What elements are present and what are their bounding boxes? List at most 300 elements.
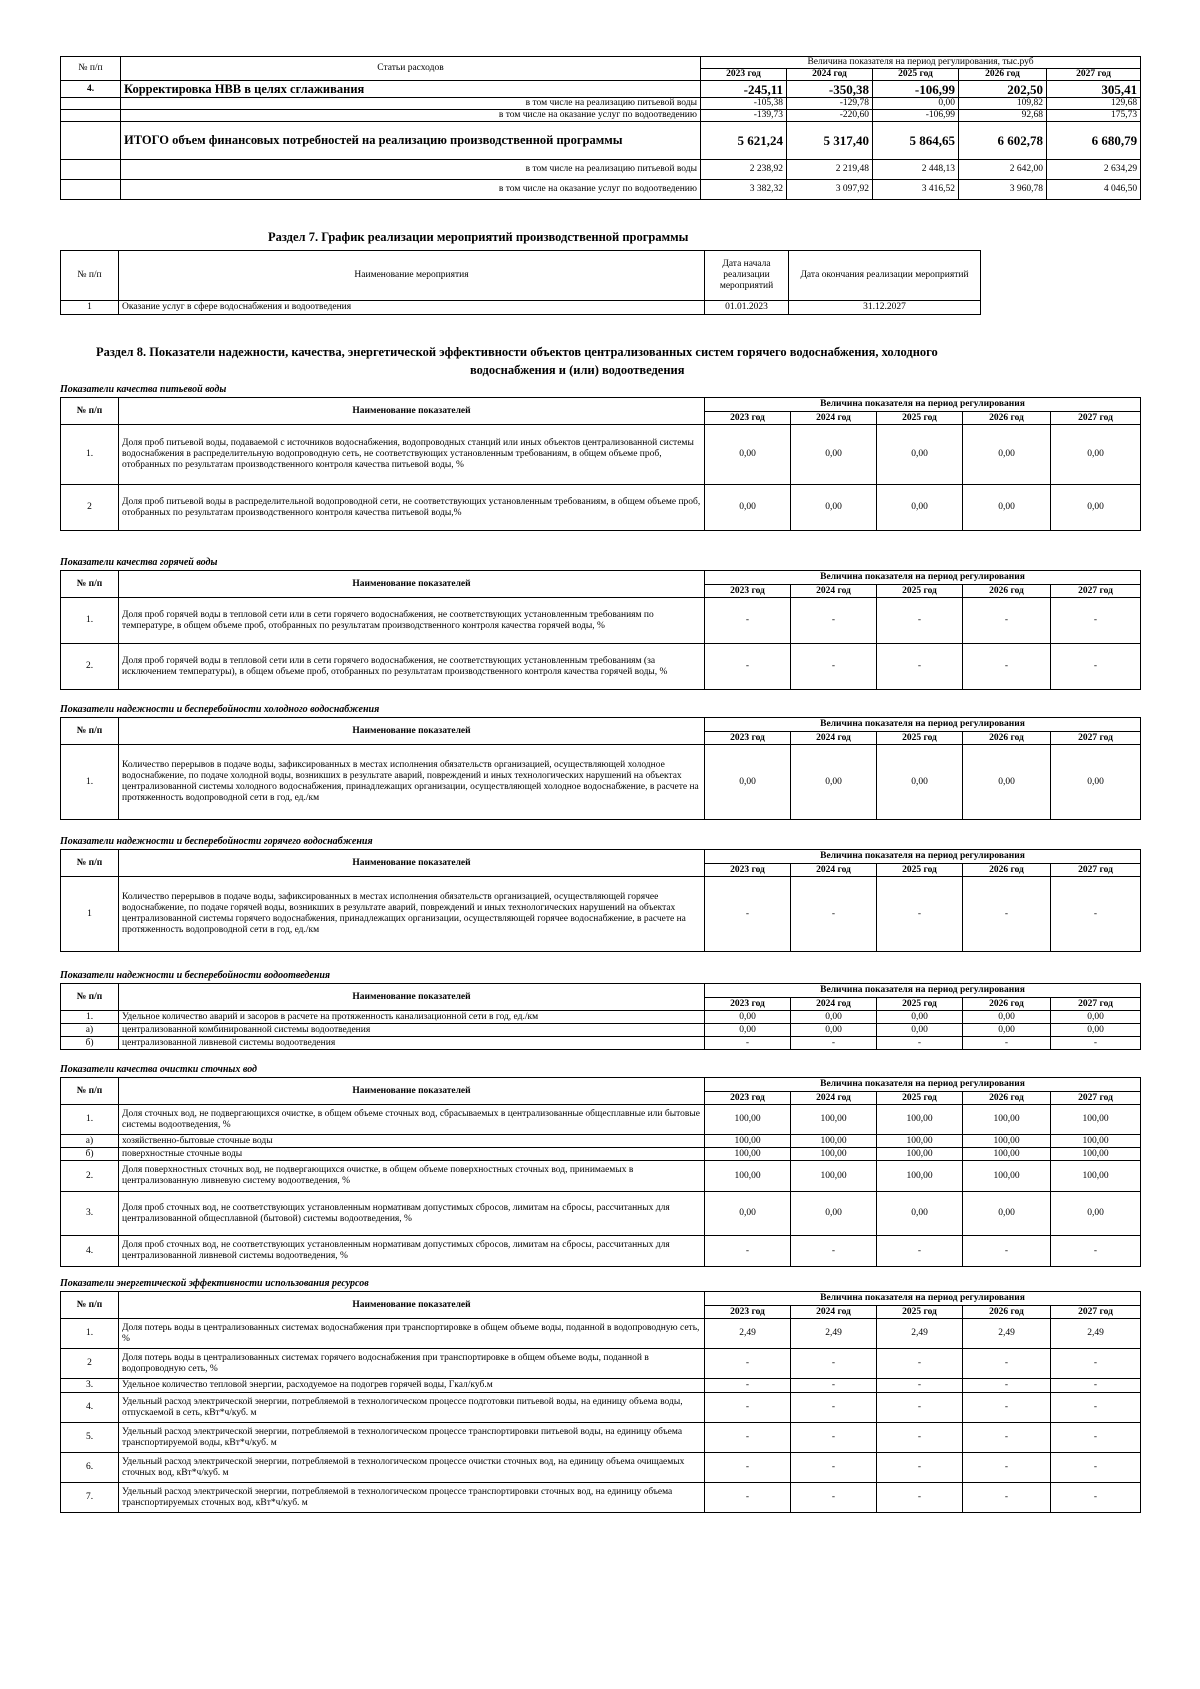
row-number: 1.	[61, 425, 119, 485]
row-number: б)	[61, 1037, 119, 1050]
value-cell: 100,00	[877, 1148, 963, 1161]
value-cell: 202,50	[959, 81, 1047, 98]
year-header: 2027 год	[1051, 585, 1141, 598]
value-cell: 100,00	[1051, 1105, 1141, 1135]
value-cell: -	[963, 1379, 1051, 1393]
value-cell: -	[791, 1423, 877, 1453]
value-cell: -	[791, 1379, 877, 1393]
value-cell: 0,00	[963, 1011, 1051, 1024]
year-header: 2024 год	[791, 732, 877, 745]
value-cell: 4 046,50	[1047, 180, 1141, 200]
value-cell: -	[877, 877, 963, 952]
value-cell: 0,00	[791, 1192, 877, 1236]
value-cell: -	[963, 1393, 1051, 1423]
value-cell: 5 864,65	[873, 122, 959, 160]
schedule-table	[60, 250, 981, 315]
year-header: 2027 год	[1051, 732, 1141, 745]
value-cell: 2,49	[877, 1319, 963, 1349]
indicator-name: централизованной комбинированной системы водоотведения	[119, 1024, 705, 1037]
indicator-name: Доля проб горячей воды в тепловой сети или в сети горячего водоснабжения, не соответствующих установленным требованиям (за исключением температуры), в общем объеме проб, отобранных по результатам производственного контроля качества горячей воды, %	[119, 644, 705, 690]
value-cell: -	[1051, 1453, 1141, 1483]
group-title: Показатели энергетической эффективности использования ресурсов	[60, 1278, 369, 1289]
row-number: 2	[61, 485, 119, 531]
col-num-header: № п/п	[61, 850, 119, 877]
value-cell: 0,00	[705, 425, 791, 485]
row-number: 1.	[61, 745, 119, 820]
group-title: Показатели надежности и бесперебойности водоотведения	[60, 970, 331, 981]
table-row	[61, 425, 1141, 485]
value-cell: -	[877, 1453, 963, 1483]
value-cell: 0,00	[705, 485, 791, 531]
value-cell: 0,00	[791, 1011, 877, 1024]
value-cell: 2 219,48	[787, 160, 873, 180]
col-num-header: № п/п	[61, 718, 119, 745]
indicator-table	[60, 1077, 1141, 1267]
table-row	[61, 1135, 1141, 1148]
row-number: 1.	[61, 1105, 119, 1135]
col-name-header: Наименование показателей	[119, 1292, 705, 1319]
row-number: 3.	[61, 1192, 119, 1236]
value-cell: 109,82	[959, 98, 1047, 110]
value-cell: 100,00	[1051, 1148, 1141, 1161]
indicator-name: Доля проб горячей воды в тепловой сети или в сети горячего водоснабжения, не соответствующих установленным требованиям по температуре, в общем объеме проб, отобранных по результатам производственного контроля качества горячей воды, %	[119, 598, 705, 644]
value-cell: 100,00	[791, 1161, 877, 1192]
end-date: 31.12.2027	[789, 301, 981, 315]
indicator-name: Удельный расход электрической энергии, потребляемой в технологическом процессе подготовки питьевой воды, на единицу объема воды, отпускаемой в сеть, кВт*ч/куб. м	[119, 1393, 705, 1423]
value-cell: 100,00	[705, 1148, 791, 1161]
row-number: 6.	[61, 1453, 119, 1483]
indicator-name: Удельный расход электрической энергии, потребляемой в технологическом процессе транспортировки питьевой воды, на единицу объема транспортируемой воды, кВт*ч/куб. м	[119, 1423, 705, 1453]
value-cell: -	[1051, 1379, 1141, 1393]
year-header: 2025 год	[877, 1092, 963, 1105]
year-header: 2026 год	[963, 732, 1051, 745]
col-num-header: № п/п	[61, 1292, 119, 1319]
indicator-table	[60, 849, 1141, 952]
row-number: 1	[61, 877, 119, 952]
row-number: 4.	[61, 1393, 119, 1423]
value-cell: 2 642,00	[959, 160, 1047, 180]
value-cell: -	[1051, 1483, 1141, 1513]
indicator-name: Удельный расход электрической энергии, потребляемой в технологическом процессе транспортировки сточных вод, на единицу объема транспортируемых сточных вод, кВт*ч/куб. м	[119, 1483, 705, 1513]
year-header: 2026 год	[959, 69, 1047, 81]
indicator-name: Удельное количество тепловой энергии, расходуемое на подогрев горячей воды, Гкал/куб.м	[119, 1379, 705, 1393]
row-number: 2	[61, 1349, 119, 1379]
year-header: 2023 год	[705, 585, 791, 598]
col-num-header: № п/п	[61, 251, 119, 301]
value-cell: 305,41	[1047, 81, 1141, 98]
value-cell: 0,00	[877, 1024, 963, 1037]
table-row	[61, 1423, 1141, 1453]
value-cell: -	[791, 644, 877, 690]
value-cell: 0,00	[705, 1024, 791, 1037]
col-value-header: Величина показателя на период регулирования, тыс.руб	[701, 57, 1141, 69]
value-cell: -	[1051, 877, 1141, 952]
row-number: 1	[61, 301, 119, 315]
table-row	[61, 644, 1141, 690]
value-cell: 0,00	[791, 745, 877, 820]
indicator-table	[60, 397, 1141, 531]
value-cell: 0,00	[877, 485, 963, 531]
value-cell: 100,00	[705, 1135, 791, 1148]
value-cell: 0,00	[877, 425, 963, 485]
table-row	[61, 877, 1141, 952]
value-cell: 100,00	[963, 1161, 1051, 1192]
value-cell: -	[877, 1379, 963, 1393]
year-header: 2027 год	[1051, 1092, 1141, 1105]
year-header: 2024 год	[787, 69, 873, 81]
indicator-table	[60, 1291, 1141, 1513]
year-header: 2026 год	[963, 1092, 1051, 1105]
table-row	[61, 98, 1141, 110]
year-header: 2023 год	[705, 864, 791, 877]
value-cell: 3 416,52	[873, 180, 959, 200]
value-cell: 0,00	[791, 425, 877, 485]
value-cell: -	[705, 644, 791, 690]
col-name-header: Наименование показателей	[119, 398, 705, 425]
row-number: а)	[61, 1024, 119, 1037]
value-cell: 100,00	[877, 1135, 963, 1148]
section-8-title-line2: водоснабжения и (или) водоотведения	[470, 363, 685, 377]
value-cell: -	[1051, 1236, 1141, 1267]
value-cell: 0,00	[705, 1011, 791, 1024]
year-header: 2023 год	[705, 1306, 791, 1319]
year-header: 2025 год	[877, 412, 963, 425]
col-value-header: Величина показателя на период регулирования	[705, 984, 1141, 998]
value-cell: -106,99	[873, 81, 959, 98]
table-row	[61, 1105, 1141, 1135]
indicator-name: Доля потерь воды в централизованных системах водоснабжения при транспортировке в общем объеме воды, поданной в водопроводную сеть, %	[119, 1319, 705, 1349]
value-cell: -	[791, 1393, 877, 1423]
indicator-table	[60, 570, 1141, 690]
row-number: 5.	[61, 1423, 119, 1453]
value-cell: -	[791, 598, 877, 644]
value-cell: -245,11	[701, 81, 787, 98]
indicator-name: Доля проб сточных вод, не соответствующих установленным нормативам допустимых сбросов, лимитам на сбросы, рассчитанных для централизованной общесплавной (бытовой) системы водоотведения, %	[119, 1192, 705, 1236]
value-cell: -350,38	[787, 81, 873, 98]
value-cell: 100,00	[791, 1148, 877, 1161]
value-cell: 3 097,92	[787, 180, 873, 200]
start-date: 01.01.2023	[705, 301, 789, 315]
year-header: 2024 год	[791, 864, 877, 877]
col-name-header: Наименование мероприятия	[119, 251, 705, 301]
value-cell: -	[705, 1423, 791, 1453]
value-cell: -	[705, 1453, 791, 1483]
value-cell: -	[791, 1483, 877, 1513]
row-number: 1.	[61, 1011, 119, 1024]
value-cell: 0,00	[963, 1024, 1051, 1037]
table-row	[61, 1349, 1141, 1379]
year-header: 2025 год	[873, 69, 959, 81]
value-cell: 2,49	[705, 1319, 791, 1349]
indicator-name: Доля проб сточных вод, не соответствующих установленным нормативам допустимых сбросов, лимитам на сбросы, рассчитанных для централизованной ливневой системы водоотведения, %	[119, 1236, 705, 1267]
row-number: а)	[61, 1135, 119, 1148]
value-cell: 2 448,13	[873, 160, 959, 180]
table-row	[61, 745, 1141, 820]
value-cell: -	[705, 1483, 791, 1513]
row-number	[61, 160, 121, 180]
value-cell: -	[705, 877, 791, 952]
col-name-header: Наименование показателей	[119, 850, 705, 877]
col-value-header: Величина показателя на период регулирования	[705, 1292, 1141, 1306]
year-header: 2026 год	[963, 998, 1051, 1011]
value-cell: 92,68	[959, 110, 1047, 122]
year-header: 2024 год	[791, 1092, 877, 1105]
value-cell: -	[705, 1393, 791, 1423]
col-value-header: Величина показателя на период регулирования	[705, 718, 1141, 732]
row-number: 1.	[61, 1319, 119, 1349]
value-cell: -	[877, 1393, 963, 1423]
group-title: Показатели надежности и бесперебойности горячего водоснабжения	[60, 836, 373, 847]
value-cell: 0,00	[963, 745, 1051, 820]
value-cell: 3 382,32	[701, 180, 787, 200]
table-row	[61, 1161, 1141, 1192]
table-row	[61, 1483, 1141, 1513]
table-row	[61, 485, 1141, 531]
value-cell: 0,00	[873, 98, 959, 110]
value-cell: 0,00	[705, 1192, 791, 1236]
value-cell: -129,78	[787, 98, 873, 110]
table-row	[61, 1037, 1141, 1050]
row-number: 3.	[61, 1379, 119, 1393]
value-cell: 0,00	[791, 1024, 877, 1037]
value-cell: 0,00	[705, 745, 791, 820]
row-name: в том числе на оказание услуг по водоотведению	[121, 110, 701, 122]
value-cell: -	[1051, 1037, 1141, 1050]
value-cell: -220,60	[787, 110, 873, 122]
row-number	[61, 98, 121, 110]
value-cell: 100,00	[963, 1135, 1051, 1148]
table-row	[61, 180, 1141, 200]
indicator-name: Количество перерывов в подаче воды, зафиксированных в местах исполнения обязательств организацией, осуществляющей холодное водоснабжение, по подаче холодной воды, возникших в результате аварий, повреждений и иных технологических нарушений на объектах централизованной системы холодного водоснабжения, принадлежащих организации, осуществляющей холодное водоснабжение, в расчете на протяженность водопроводной сети в год, ед./км	[119, 745, 705, 820]
group-title: Показатели надежности и бесперебойности холодного водоснабжения	[60, 704, 380, 715]
year-header: 2026 год	[963, 585, 1051, 598]
value-cell: 0,00	[1051, 1011, 1141, 1024]
value-cell: -	[791, 1037, 877, 1050]
value-cell: -106,99	[873, 110, 959, 122]
table-row	[61, 81, 1141, 98]
value-cell: -	[1051, 1393, 1141, 1423]
table-row	[61, 1148, 1141, 1161]
year-header: 2023 год	[701, 69, 787, 81]
col-num-header: № п/п	[61, 984, 119, 1011]
table-row	[61, 160, 1141, 180]
indicator-name: Доля поверхностных сточных вод, не подвергающихся очистке, в общем объеме поверхностных сточных вод, принимаемых в централизованную ливневую систему водоотведения, %	[119, 1161, 705, 1192]
row-name: Корректировка НВВ в целях сглаживания	[121, 81, 701, 98]
value-cell: -	[1051, 1349, 1141, 1379]
table-row	[61, 1024, 1141, 1037]
value-cell: 175,73	[1047, 110, 1141, 122]
value-cell: 0,00	[1051, 485, 1141, 531]
value-cell: -	[877, 1236, 963, 1267]
year-header: 2026 год	[963, 412, 1051, 425]
row-name: ИТОГО объем финансовых потребностей на реализацию производственной программы	[121, 122, 701, 160]
value-cell: -	[877, 598, 963, 644]
value-cell: -	[963, 1037, 1051, 1050]
row-name: Оказание услуг в сфере водоснабжения и водоотведения	[119, 301, 705, 315]
year-header: 2023 год	[705, 1092, 791, 1105]
value-cell: 0,00	[877, 1011, 963, 1024]
year-header: 2024 год	[791, 585, 877, 598]
col-num-header: № п/п	[61, 398, 119, 425]
table-row	[61, 1393, 1141, 1423]
value-cell: 100,00	[1051, 1161, 1141, 1192]
value-cell: 100,00	[1051, 1135, 1141, 1148]
year-header: 2026 год	[963, 1306, 1051, 1319]
row-number	[61, 110, 121, 122]
value-cell: 100,00	[791, 1105, 877, 1135]
table-row	[61, 301, 981, 315]
col-start-header: Дата начала реализации мероприятий	[705, 251, 789, 301]
value-cell: 0,00	[963, 485, 1051, 531]
value-cell: 6 602,78	[959, 122, 1047, 160]
value-cell: -	[963, 598, 1051, 644]
table-row	[61, 122, 1141, 160]
value-cell: -139,73	[701, 110, 787, 122]
year-header: 2023 год	[705, 412, 791, 425]
indicator-name: хозяйственно-бытовые сточные воды	[119, 1135, 705, 1148]
row-number: 1.	[61, 598, 119, 644]
value-cell: 100,00	[705, 1161, 791, 1192]
value-cell: 0,00	[877, 745, 963, 820]
value-cell: -	[963, 1423, 1051, 1453]
col-name-header: Наименование показателей	[119, 571, 705, 598]
table-row	[61, 598, 1141, 644]
value-cell: 129,68	[1047, 98, 1141, 110]
value-cell: -	[1051, 1423, 1141, 1453]
value-cell: -	[877, 1423, 963, 1453]
value-cell: 0,00	[963, 425, 1051, 485]
value-cell: -105,38	[701, 98, 787, 110]
row-number: 7.	[61, 1483, 119, 1513]
col-name-header: Наименование показателей	[119, 1078, 705, 1105]
financial-table	[60, 56, 1141, 200]
year-header: 2025 год	[877, 1306, 963, 1319]
row-name: в том числе на реализацию питьевой воды	[121, 98, 701, 110]
value-cell: -	[963, 1236, 1051, 1267]
col-value-header: Величина показателя на период регулирования	[705, 571, 1141, 585]
value-cell: 100,00	[705, 1105, 791, 1135]
value-cell: 2 238,92	[701, 160, 787, 180]
value-cell: -	[705, 1037, 791, 1050]
value-cell: 0,00	[877, 1192, 963, 1236]
value-cell: 0,00	[791, 485, 877, 531]
value-cell: 2,49	[963, 1319, 1051, 1349]
indicator-name: Доля проб питьевой воды в распределительной водопроводной сети, не соответствующих установленным требованиям, в общем объеме проб, отобранных по результатам производственного контроля качества питьевой воды,%	[119, 485, 705, 531]
year-header: 2023 год	[705, 732, 791, 745]
col-name-header: Наименование показателей	[119, 984, 705, 1011]
year-header: 2024 год	[791, 998, 877, 1011]
value-cell: -	[963, 877, 1051, 952]
table-row	[61, 1379, 1141, 1393]
value-cell: -	[1051, 598, 1141, 644]
table-row	[61, 1192, 1141, 1236]
indicator-table	[60, 717, 1141, 820]
indicator-table	[60, 983, 1141, 1050]
value-cell: -	[877, 1349, 963, 1379]
value-cell: 0,00	[1051, 1024, 1141, 1037]
indicator-name: централизованной ливневой системы водоотведения	[119, 1037, 705, 1050]
row-name: в том числе на оказание услуг по водоотведению	[121, 180, 701, 200]
value-cell: -	[877, 1037, 963, 1050]
year-header: 2025 год	[877, 998, 963, 1011]
col-name-header: Наименование показателей	[119, 718, 705, 745]
year-header: 2025 год	[877, 732, 963, 745]
section-8-title: Раздел 8. Показатели надежности, качества, энергетической эффективности объектов централизованных систем горячего водоснабжения, холодного	[96, 345, 938, 359]
row-number: 2.	[61, 1161, 119, 1192]
value-cell: 6 680,79	[1047, 122, 1141, 160]
value-cell: 2,49	[791, 1319, 877, 1349]
col-end-header: Дата окончания реализации мероприятий	[789, 251, 981, 301]
col-value-header: Величина показателя на период регулирования	[705, 398, 1141, 412]
value-cell: 0,00	[963, 1192, 1051, 1236]
table-row	[61, 1236, 1141, 1267]
value-cell: 0,00	[1051, 745, 1141, 820]
value-cell: -	[963, 1453, 1051, 1483]
value-cell: 5 621,24	[701, 122, 787, 160]
value-cell: -	[705, 1349, 791, 1379]
value-cell: 100,00	[877, 1161, 963, 1192]
year-header: 2023 год	[705, 998, 791, 1011]
row-number	[61, 122, 121, 160]
value-cell: -	[877, 1483, 963, 1513]
value-cell: 100,00	[963, 1148, 1051, 1161]
row-number	[61, 180, 121, 200]
indicator-name: Количество перерывов в подаче воды, зафиксированных в местах исполнения обязательств организацией, осуществляющей горячее водоснабжение, по подаче горячей воды, возникших в результате аварий, повреждений и иных технологических нарушений на объектах централизованной системы горячего водоснабжения, принадлежащих организации, осуществляющей горячее водоснабжение, в расчете на протяженность водопроводной сети в год, ед./км	[119, 877, 705, 952]
value-cell: -	[705, 1379, 791, 1393]
row-number: 4.	[61, 1236, 119, 1267]
value-cell: 100,00	[963, 1105, 1051, 1135]
value-cell: 5 317,40	[787, 122, 873, 160]
year-header: 2027 год	[1051, 412, 1141, 425]
value-cell: 2,49	[1051, 1319, 1141, 1349]
value-cell: 100,00	[791, 1135, 877, 1148]
row-number: 4.	[61, 81, 121, 98]
value-cell: -	[705, 598, 791, 644]
indicator-name: Удельный расход электрической энергии, потребляемой в технологическом процессе очистки сточных вод, на единицу объема очищаемых сточных вод, кВт*ч/куб. м	[119, 1453, 705, 1483]
year-header: 2024 год	[791, 1306, 877, 1319]
value-cell: -	[963, 1349, 1051, 1379]
col-num-header: № п/п	[61, 57, 121, 81]
value-cell: 2 634,29	[1047, 160, 1141, 180]
year-header: 2027 год	[1051, 1306, 1141, 1319]
table-row	[61, 1011, 1141, 1024]
col-num-header: № п/п	[61, 571, 119, 598]
value-cell: -	[877, 644, 963, 690]
year-header: 2027 год	[1047, 69, 1141, 81]
table-row	[61, 110, 1141, 122]
group-title: Показатели качества очистки сточных вод	[60, 1064, 258, 1075]
indicator-name: Удельное количество аварий и засоров в расчете на протяженность канализационной сети в год, ед./км	[119, 1011, 705, 1024]
year-header: 2025 год	[877, 585, 963, 598]
value-cell: 3 960,78	[959, 180, 1047, 200]
row-name: в том числе на реализацию питьевой воды	[121, 160, 701, 180]
year-header: 2025 год	[877, 864, 963, 877]
row-number: 2.	[61, 644, 119, 690]
value-cell: -	[791, 1453, 877, 1483]
group-title: Показатели качества питьевой воды	[60, 384, 227, 395]
col-value-header: Величина показателя на период регулирования	[705, 850, 1141, 864]
indicator-name: Доля сточных вод, не подвергающихся очистке, в общем объеме сточных вод, сбрасываемых в централизованные общесплавные или бытовые системы водоотведения, %	[119, 1105, 705, 1135]
row-number: б)	[61, 1148, 119, 1161]
value-cell: 100,00	[877, 1105, 963, 1135]
value-cell: 0,00	[1051, 1192, 1141, 1236]
indicator-name: поверхностные сточные воды	[119, 1148, 705, 1161]
group-title: Показатели качества горячей воды	[60, 557, 218, 568]
indicator-name: Доля потерь воды в централизованных системах горячего водоснабжения при транспортировке в общем объеме воды, поданной в водопроводную сеть, %	[119, 1349, 705, 1379]
value-cell: -	[791, 1236, 877, 1267]
table-row	[61, 1319, 1141, 1349]
table-row	[61, 1453, 1141, 1483]
